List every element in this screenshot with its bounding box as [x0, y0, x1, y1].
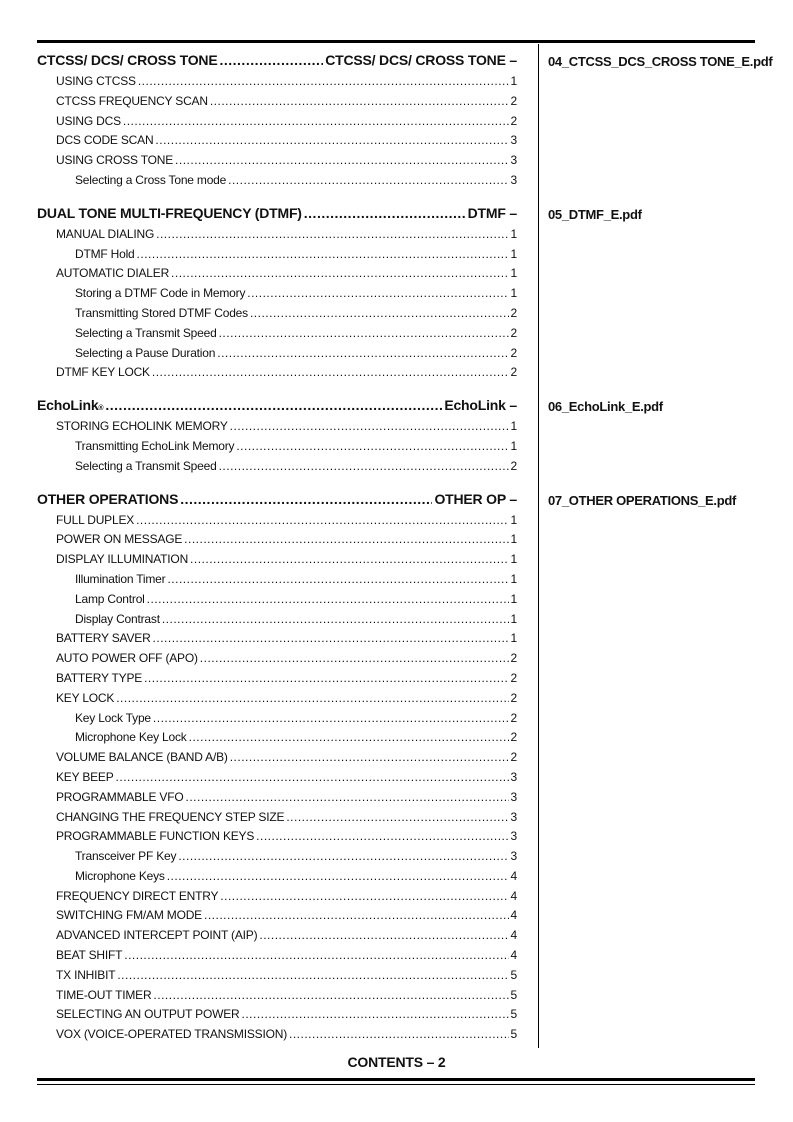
toc-entry-title: Microphone Key Lock — [75, 730, 187, 745]
toc-entry-title: USING CROSS TONE — [56, 153, 174, 168]
toc-entry[interactable] — [37, 770, 519, 790]
toc-entry-title: TIME-OUT TIMER — [56, 987, 152, 1002]
toc-entry[interactable] — [37, 829, 519, 849]
toc-entry[interactable] — [37, 849, 519, 869]
dot-leader — [153, 631, 509, 645]
section-title: CTCSS/ DCS/ CROSS TONE — [37, 52, 218, 68]
toc-entry-page: 5 — [510, 987, 517, 1002]
toc-entry-page: 3 — [510, 172, 517, 187]
toc-entry-title: PROGRAMMABLE VFO — [56, 789, 184, 804]
toc-entry-page: 3 — [510, 849, 517, 864]
section-file-name[interactable]: 05_DTMF_E.pdf — [548, 206, 642, 222]
toc-entry[interactable] — [37, 227, 519, 247]
dot-leader — [152, 365, 509, 379]
toc-entry-page: 3 — [510, 789, 517, 804]
toc-entry[interactable] — [37, 651, 519, 671]
toc-section — [37, 52, 519, 193]
toc-entry[interactable] — [37, 173, 519, 193]
toc-entry-title: SELECTING AN OUTPUT POWER — [56, 1007, 240, 1022]
toc-entry-title: VOLUME BALANCE (BAND A/B) — [56, 750, 228, 765]
toc-entry[interactable] — [37, 419, 519, 439]
toc-entry-page: 1 — [510, 552, 517, 567]
toc-entry-page: 1 — [510, 266, 517, 281]
toc-entry-title: STORING ECHOLINK MEMORY — [56, 419, 228, 434]
dot-leader — [175, 153, 508, 167]
toc-entry-title: SWITCHING FM/AM MODE — [56, 908, 202, 923]
toc-entry-title: PROGRAMMABLE FUNCTION KEYS — [56, 829, 255, 844]
toc-entry-title: Illumination Timer — [75, 571, 166, 586]
toc-entry-title: BEAT SHIFT — [56, 948, 123, 963]
toc-entry-title: CTCSS FREQUENCY SCAN — [56, 93, 208, 108]
dot-leader — [204, 908, 509, 922]
toc-entry-page: 2 — [510, 690, 517, 705]
bottom-rule-thick — [37, 1078, 755, 1081]
toc-entry[interactable] — [37, 1007, 519, 1027]
toc-entry[interactable] — [37, 365, 519, 385]
toc-entry-page: 2 — [510, 651, 517, 666]
toc-entry-page: 5 — [510, 1007, 517, 1022]
section-heading[interactable] — [37, 52, 519, 74]
column-divider — [538, 44, 539, 1048]
dot-leader — [250, 306, 509, 320]
section-title: EchoLink — [37, 397, 99, 414]
toc-entry-title: POWER ON MESSAGE — [56, 532, 183, 547]
section-chapter-label: DTMF – — [467, 204, 517, 221]
section-chapter-label: OTHER OP – — [434, 490, 517, 507]
dot-leader — [138, 74, 509, 88]
toc-entry-title: Selecting a Cross Tone mode — [75, 172, 227, 187]
toc-entry-page: 2 — [510, 458, 517, 473]
toc-entry[interactable] — [37, 286, 519, 306]
section-heading[interactable] — [37, 397, 519, 419]
registered-mark: ® — [98, 405, 104, 413]
toc-entry-page: 5 — [510, 967, 517, 982]
toc-entry[interactable] — [37, 74, 519, 94]
toc-entry-page: 1 — [510, 226, 517, 241]
toc-entry-title: BATTERY TYPE — [56, 670, 143, 685]
toc-entry[interactable] — [37, 671, 519, 691]
dot-leader — [286, 810, 508, 824]
dot-leader — [105, 397, 442, 413]
dot-leader — [219, 326, 509, 340]
dot-leader — [167, 869, 509, 883]
dot-leader — [137, 247, 509, 261]
toc-entry[interactable] — [37, 552, 519, 572]
toc-entry[interactable] — [37, 968, 519, 988]
toc-entry-title: FULL DUPLEX — [56, 512, 135, 527]
toc-entry-title: DISPLAY ILLUMINATION — [56, 552, 189, 567]
toc-entry[interactable] — [37, 750, 519, 770]
dot-leader — [153, 988, 508, 1002]
toc-entry-page: 4 — [510, 888, 517, 903]
dot-leader — [219, 52, 323, 68]
dot-leader — [155, 133, 508, 147]
toc-entry-title: CHANGING THE FREQUENCY STEP SIZE — [56, 809, 285, 824]
toc-entry-title: AUTO POWER OFF (APO) — [56, 651, 198, 666]
toc-entry[interactable] — [37, 439, 519, 459]
toc-entry[interactable] — [37, 928, 519, 948]
toc-entry-title: DCS CODE SCAN — [56, 133, 154, 148]
toc-entry[interactable] — [37, 730, 519, 750]
toc-entry[interactable] — [37, 306, 519, 326]
dot-leader — [189, 730, 509, 744]
toc-entry[interactable] — [37, 988, 519, 1008]
dot-leader — [167, 572, 508, 586]
toc-entry[interactable] — [37, 790, 519, 810]
toc-entry-page: 4 — [510, 928, 517, 943]
section-title: DUAL TONE MULTI-FREQUENCY (DTMF) — [37, 204, 302, 221]
toc-entry[interactable] — [37, 1027, 519, 1047]
toc-entry[interactable] — [37, 114, 519, 134]
dot-leader — [228, 173, 508, 187]
toc-entry-page: 1 — [510, 512, 517, 527]
toc-entry[interactable] — [37, 326, 519, 346]
dot-leader — [186, 790, 509, 804]
toc-entry-title: ADVANCED INTERCEPT POINT (AIP) — [56, 928, 258, 943]
toc-entry-page: 1 — [510, 532, 517, 547]
toc-entry-title: TX INHIBIT — [56, 967, 116, 982]
toc-entry-page: 3 — [510, 769, 517, 784]
toc-entry-page: 2 — [510, 730, 517, 745]
toc-entry-page: 4 — [510, 908, 517, 923]
dot-leader — [256, 829, 508, 843]
toc-entry[interactable] — [37, 908, 519, 928]
toc-entry-page: 5 — [510, 1027, 517, 1042]
bottom-rule-thin — [37, 1084, 755, 1085]
toc-entry-title: Transmitting EchoLink Memory — [75, 438, 235, 453]
toc-entry-page: 1 — [510, 631, 517, 646]
toc-entry-title: Transceiver PF Key — [75, 849, 177, 864]
dot-leader — [171, 266, 508, 280]
toc-entry-title: Storing a DTMF Code in Memory — [75, 286, 246, 301]
toc-entry-page: 2 — [510, 670, 517, 685]
dot-leader — [153, 711, 509, 725]
dot-leader — [136, 513, 508, 527]
toc-section — [37, 205, 519, 385]
toc-entry-page: 2 — [510, 325, 517, 340]
dot-leader — [241, 1007, 508, 1021]
top-rule — [37, 40, 755, 43]
toc-entry-title: Microphone Keys — [75, 868, 165, 883]
section-heading[interactable] — [37, 205, 519, 227]
toc-entry[interactable] — [37, 869, 519, 889]
dot-leader — [190, 552, 508, 566]
toc-entry-page: 1 — [510, 246, 517, 261]
toc-entry-title: Display Contrast — [75, 611, 160, 626]
dot-leader — [178, 849, 508, 863]
toc-entry-title: Lamp Control — [75, 591, 145, 606]
section-heading[interactable] — [37, 491, 519, 513]
toc-entry-page: 1 — [510, 611, 517, 626]
toc-entry-title: Selecting a Transmit Speed — [75, 325, 217, 340]
dot-leader — [117, 968, 508, 982]
dot-leader — [144, 671, 508, 685]
toc-entry-page: 2 — [510, 750, 517, 765]
toc-entry-title: BATTERY SAVER — [56, 631, 151, 646]
dot-leader — [236, 439, 508, 453]
toc-entry[interactable] — [37, 133, 519, 153]
toc-entry-page: 1 — [510, 438, 517, 453]
dot-leader — [230, 419, 509, 433]
dot-leader — [124, 948, 508, 962]
dot-leader — [217, 346, 508, 360]
toc-entry[interactable] — [37, 572, 519, 592]
toc-entry-page: 4 — [510, 948, 517, 963]
toc-entry-page: 1 — [510, 74, 517, 88]
toc-entry-title: VOX (VOICE-OPERATED TRANSMISSION) — [56, 1027, 287, 1042]
toc-entry[interactable] — [37, 94, 519, 114]
section-chapter-label: EchoLink – — [444, 397, 517, 414]
toc-entry-title: KEY LOCK — [56, 690, 115, 705]
dot-leader — [210, 94, 509, 108]
toc-entry-title: USING CTCSS — [56, 74, 136, 88]
toc-entry-page: 2 — [510, 345, 517, 360]
dot-leader — [304, 205, 466, 221]
toc-entry[interactable] — [37, 631, 519, 651]
section-file-name[interactable]: 06_EchoLink_E.pdf — [548, 399, 663, 415]
toc-entry[interactable] — [37, 948, 519, 968]
toc-entry-title: USING DCS — [56, 113, 121, 128]
toc-entry[interactable] — [37, 346, 519, 366]
dot-leader — [156, 227, 508, 241]
toc-entry-page: 1 — [510, 571, 517, 586]
dot-leader — [200, 651, 509, 665]
toc-entry[interactable] — [37, 592, 519, 612]
toc-entry-page: 3 — [510, 133, 517, 148]
toc-entry-title: FREQUENCY DIRECT ENTRY — [56, 888, 219, 903]
dot-leader — [184, 532, 508, 546]
toc-entry-title: KEY BEEP — [56, 769, 114, 784]
dot-leader — [162, 612, 509, 626]
section-chapter-label: CTCSS/ DCS/ CROSS TONE – — [325, 52, 517, 68]
toc-entry[interactable] — [37, 612, 519, 632]
toc-entry-page: 2 — [510, 710, 517, 725]
table-of-contents — [37, 52, 519, 1047]
toc-entry-page: 2 — [510, 365, 517, 380]
dot-leader — [247, 286, 508, 300]
toc-entry[interactable] — [37, 153, 519, 173]
toc-entry[interactable] — [37, 247, 519, 267]
dot-leader — [180, 491, 432, 507]
section-title: OTHER OPERATIONS — [37, 490, 179, 507]
toc-entry-title: DTMF KEY LOCK — [56, 365, 150, 380]
toc-entry[interactable] — [37, 459, 519, 479]
toc-entry[interactable] — [37, 691, 519, 711]
toc-entry-page: 2 — [510, 113, 517, 128]
dot-leader — [116, 770, 509, 784]
dot-leader — [116, 691, 508, 705]
toc-entry-page: 3 — [510, 153, 517, 168]
toc-entry-page: 2 — [510, 305, 517, 320]
toc-entry-page: 3 — [510, 829, 517, 844]
page-footer: CONTENTS – 2 — [347, 1054, 446, 1070]
toc-entry-page: 1 — [510, 419, 517, 434]
toc-entry-page: 1 — [510, 286, 517, 301]
toc-entry[interactable] — [37, 532, 519, 552]
toc-entry[interactable] — [37, 513, 519, 533]
dot-leader — [230, 750, 509, 764]
toc-entry-title: Transmitting Stored DTMF Codes — [75, 305, 248, 320]
dot-leader — [220, 889, 508, 903]
toc-section — [37, 397, 519, 478]
toc-entry-page: 4 — [510, 868, 517, 883]
toc-entry-title: DTMF Hold — [75, 246, 135, 261]
toc-entry[interactable] — [37, 889, 519, 909]
toc-entry-title: Selecting a Transmit Speed — [75, 458, 217, 473]
dot-leader — [123, 114, 509, 128]
toc-entry-page: 1 — [510, 591, 517, 606]
toc-entry-title: MANUAL DIALING — [56, 226, 155, 241]
toc-entry-title: Key Lock Type — [75, 710, 151, 725]
toc-entry-page: 2 — [510, 93, 517, 108]
toc-entry-title: AUTOMATIC DIALER — [56, 266, 170, 281]
section-file-name[interactable]: 04_CTCSS_DCS_CROSS TONE_E.pdf — [548, 54, 773, 69]
dot-leader — [219, 459, 509, 473]
toc-entry[interactable] — [37, 810, 519, 830]
dot-leader — [147, 592, 509, 606]
section-file-name[interactable]: 07_OTHER OPERATIONS_E.pdf — [548, 492, 737, 508]
toc-entry-title: Selecting a Pause Duration — [75, 345, 216, 360]
toc-entry[interactable] — [37, 711, 519, 731]
dot-leader — [289, 1027, 509, 1041]
dot-leader — [259, 928, 508, 942]
toc-section — [37, 491, 519, 1048]
toc-entry[interactable] — [37, 266, 519, 286]
toc-entry-page: 3 — [510, 809, 517, 824]
